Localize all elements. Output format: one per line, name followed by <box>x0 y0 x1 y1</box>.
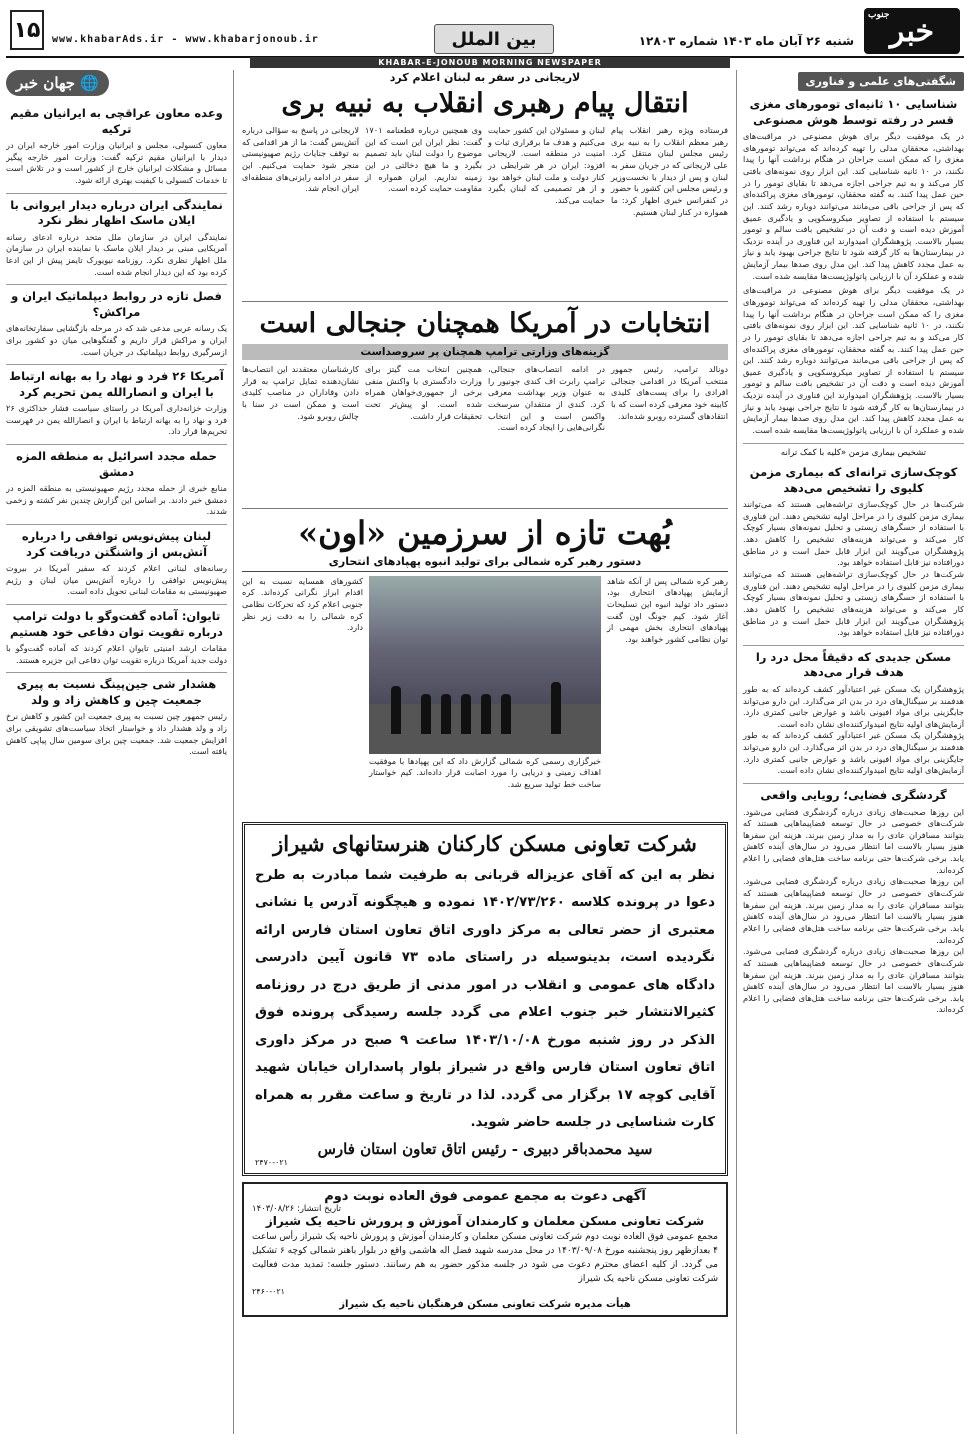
story-headline: گردشگری فضایی؛ رویایی واقعی <box>743 783 964 804</box>
story-headline: مسکن جدیدی که دقیقاً محل درد را هدف قرار می‌دهد <box>743 645 964 681</box>
news-item-title: فصل تازه در روابط دیپلماتیک ایران و مراکش؟ <box>6 284 227 320</box>
left-news-list <box>6 106 227 758</box>
photo-block <box>369 576 601 816</box>
story-column: خبرگزاری رسمی کره شمالی گزارش داد که این پهپادها با موفقیت اهداف زمینی و دریایی را مورد اصابت قرار داده‌اند. کیم خواستار ساخت خط تولید سریع شد. <box>369 755 601 790</box>
english-subline: KHABAR-E-JONOUB MORNING NEWSPAPER <box>250 57 730 68</box>
notice-title: آگهی دعوت به مجمع عمومی فوق العاده نوبت دوم <box>324 1189 646 1205</box>
story-column: رهبر کره شمالی پس از آنکه شاهد آزمایش پهپادهای انتحاری بود، دستور داد تولید انبوه این تسلیحات آغاز شود. کیم جونگ اون گفت پهپادهای انتحاری بخش مهمی از توان نظامی کشور خواهند بود. <box>607 575 728 644</box>
story-columns <box>242 125 728 297</box>
world-news-tag: 🌐 جهان خبر <box>6 70 109 96</box>
logo-subtitle: جنوب <box>868 10 890 20</box>
story-column: وی همچنین درباره قطعنامه ۱۷۰۱ گفت: نظر ایران این است که این موضوع را دولت لبنان باید تصمیم بگیرد و ما هیچ دخالتی در این زمینه نداریم. ایران همواره از مقاومت حمایت کرده است. <box>365 125 482 194</box>
story-subheadline: دستور رهبر کره شمالی برای تولید انبوه پهپادهای انتحاری <box>242 555 728 572</box>
story-column: در ادامه انتصاب‌های جنجالی، ترامپ رابرت اف کندی جونیور را به عنوان وزیر بهداشت معرفی کرد. کندی از منتقدان سرسخت واکسن است و این انتخاب نگرانی‌هایی را ایجاد کرده است. <box>488 364 605 433</box>
story-headline: کوچک‌سازی ترانه‌ای که بیماری مزمن کلیوی را تشخیص می‌دهد <box>749 465 958 495</box>
news-item-title: وعده معاون عراقچی به ایرانیان مقیم ترکیه <box>10 106 223 136</box>
meeting-notice-box <box>242 1182 728 1317</box>
notice-subtitle: شرکت تعاونی مسکن معلمان و کارمندان آموزش و پرورش ناحیه یک شیراز <box>265 1214 705 1229</box>
story-column: همچنین انتخاب مت گیتز برای وزارت دادگستری با واکنش منفی برخی از جمهوری‌خواهان همراه شده است. او پیش‌تر تحت تحقیقات قرار داشت. <box>365 364 482 421</box>
story-column: دونالد ترامپ، رئیس جمهور منتخب آمریکا در اقدامی جنجالی افرادی را برای پست‌های کلیدی کابینه خود معرفی کرده است که با انتقادهای گسترده روبرو شده‌اند. <box>611 364 728 421</box>
dateline: شنبه ۲۶ آبان ماه ۱۴۰۳ شماره ۱۲۸۰۳ <box>638 34 854 48</box>
news-item-title: هشدار شی جین‌پینگ نسبت به پیری جمعیت چین و کاهش زاد و ولد <box>6 672 227 708</box>
story-column: کشورهای همسایه نسبت به این اقدام ابراز نگرانی کرده‌اند. کره جنوبی اعلام کرد که تحرکات نظامی کره شمالی را به دقت زیر نظر دارد. <box>242 575 363 633</box>
headline-north-korea: بُهت تازه از سرزمین «اون» <box>298 514 672 553</box>
kim-jong-un-photo <box>369 576 601 754</box>
news-item-body: مقامات ارشد امنیتی تایوان اعلام کردند که آماده گفت‌وگو با دولت جدید آمریکا درباره تقویت توان دفاعی این جزیره هستند. <box>6 643 227 665</box>
newspaper-logo <box>864 8 960 54</box>
news-item-body: معاون کنسولی، مجلس و ایرانیان وزارت امور خارجه ایران در دیدار با ایرانیان مقیم ترکیه گفت: وزارت امور خارجه پیگیر مسائل و مشکلات ایرانیان خارج از کشور است و در تلاش است تا خدمات کنسولی با کیفیت بهتری ارائه شود. <box>6 140 227 185</box>
story-body-cont: در یک موفقیت دیگر برای هوش مصنوعی در مراقبت‌های بهداشتی، محققان مدلی را تهیه کرده‌اند که می‌تواند تومورهای مغزی را که ممکن است جراحان در هنگام برداشت آنها را پیدا نکنند، در ۱۰ ثانیه شناسایی کند. این ابزار روی نمونه‌های بافتی کار می‌کند و به تیم جراحی اجازه می‌دهد تا بقایای تومور را در حین عمل پیدا کنند. به گفته محققان، تومورهای مغزی پراکنده‌ای که پس از جراحی باقی می‌مانند می‌توانند دوباره رشد کنند. این سیستم با استفاده از تصاویر میکروسکوپی و یادگیری عمیق آموزش دیده است و دقت آن در تشخیص بافت سالم و تومور بسیار بالاست. پژوهشگران امیدوارند این فناوری در آینده نزدیک در بیمارستان‌ها به کار گرفته شود تا نتایج جراحی بهبود یابد و نیاز به عمل مجدد کاهش پیدا کند. این مدل روی صدها بیمار آزمایش شده و عملکرد آن با ارزیابی پاتولوژیست‌ها مقایسه شده است. <box>743 285 964 436</box>
notice-code: ۲۴۶۰-۰۲۱ <box>252 1287 285 1297</box>
story-body-cont: این روزها صحبت‌های زیادی درباره گردشگری فضایی می‌شود. شرکت‌های خصوصی در حال توسعه فضاپیماهایی هستند که بتوانند مسافران عادی را به مدار زمین ببرند. هزینه این سفرها هنوز بسیار بالاست اما انتظار می‌رود در سال‌های آینده کاهش یابد. برخی شرکت‌ها حتی برنامه ساخت هتل‌های فضایی را اعلام کرده‌اند. <box>743 946 964 1015</box>
logo-text: خبر <box>889 13 935 49</box>
news-item-body: وزارت خزانه‌داری آمریکا در راستای سیاست فشار حداکثری ۲۶ فرد و نهاد را به بهانه ارتباط با ایران و انصارالله یمن در فهرست تحریم‌ها قرار داد. <box>6 403 227 437</box>
right-column <box>736 70 964 1434</box>
headline-us-election: انتخابات در آمریکا همچنان جنجالی است <box>259 308 711 340</box>
left-column <box>6 70 234 1434</box>
notice-text: مجمع عمومی فوق العاده نوبت دوم شرکت تعاونی مسکن معلمان و کارمندان آموزش و پرورش ناحیه یک شیراز رأس ساعت ۴ بعدازظهر روز پنجشنبه مورخ ۱۴۰۳/۰۹/۰۸ در محل مدرسه شهید فضل اله هاشمی واقع در بلوار باهنر شمالی کوچه ۶ تشکیل می گردد. از کلیه اعضای محترم دعوت می شود در جلسه مذکور حضور به هم رسانند. دستور جلسه: تمدید مدت فعالیت شرکت تعاونی مسکن ناحیه یک شیراز <box>252 1232 718 1285</box>
section-title: بین الملل <box>434 24 554 54</box>
masthead <box>6 6 964 56</box>
story-column: لاریجانی در پاسخ به سؤالی درباره آتش‌بس گفت: ما از هر اقدامی که به توقف جنایات رژیم صهیونیستی منجر شود حمایت می‌کنیم. این سفر در ادامه رایزنی‌های منطقه‌ای ایران انجام شد. <box>242 125 359 194</box>
story-body-cont: این روزها صحبت‌های زیادی درباره گردشگری فضایی می‌شود. شرکت‌های خصوصی در حال توسعه فضاپیماهایی هستند که بتوانند مسافران عادی را به مدار زمین ببرند. هزینه این سفرها هنوز بسیار بالاست اما انتظار می‌رود در سال‌های آینده کاهش یابد. برخی شرکت‌ها حتی برنامه ساخت هتل‌های فضایی را اعلام کرده‌اند. <box>743 876 964 945</box>
ad-code: ۲۴۷۰-۰۲۱ <box>255 1158 288 1168</box>
divider <box>242 301 728 302</box>
story-kicker: تشخیص بیماری مزمن «کلیه با کمک ترانه <box>743 443 964 459</box>
story-body-cont: پژوهشگران یک مسکن غیر اعتیادآور کشف کرده‌اند که به طور هدفمند بر سیگنال‌های درد در بدن اثر می‌گذارد. این دارو می‌تواند جایگزینی برای مواد افیونی باشد و عوارض جانبی کمتری دارد. آزمایش‌های اولیه نتایج امیدوارکننده‌ای نشان داده است. <box>743 730 964 776</box>
story-column: کارشناسان معتقدند این انتصاب‌ها نشان‌دهنده تمایل ترامپ به قرار دادن وفاداران در مناصب کلیدی است و ممکن است در سنا با چالش روبرو شود. <box>242 364 359 421</box>
news-item-title: تایوان: آماده گفت‌وگو با دولت ترامپ درباره تقویت توان دفاعی خود هستیم <box>6 604 227 640</box>
news-item-title: حمله مجدد اسرائیل به منطقه المزه دمشق <box>6 444 227 480</box>
website-urls[interactable]: www.khabarAds.ir - www.khabarjonoub.ir <box>52 34 319 45</box>
story-column: لبنان و مسئولان این کشور حمایت می‌کنیم و هدف ما برقراری ثبات و امنیت در منطقه است. لاریجانی افزود: ایران در هر شرایطی در کنار دولت و ملت لبنان خواهد بود و از هر تصمیمی که لبنان بگیرد حمایت می‌کند. <box>488 125 605 205</box>
story-headline: شناسایی ۱۰ ثانیه‌ای تومورهای مغزی قسر در رفته توسط هوش مصنوعی <box>749 97 958 127</box>
news-item-title: نمایندگی ایران درباره دیدار ایروانی با ایلان ماسک اظهار نظر نکرد <box>6 193 227 229</box>
headline-lebanon: انتقال پیام رهبری انقلاب به نبیه بری <box>281 88 689 119</box>
news-item-title: لبنان پیش‌نویس توافقی را درباره آتش‌بس از واشنگتن دریافت کرد <box>6 524 227 560</box>
legal-ad-box <box>242 822 728 1177</box>
story-column: فرستاده ویژه رهبر انقلاب پیام رهبر معظم انقلاب را به نبیه بری رئیس مجلس لبنان منتقل کرد. علی لاریجانی که در جریان سفر به لبنان و پس از دیدار با نخست‌وزیر و رئیس مجلس این کشور با حضور در کنفرانس خبری اظهار کرد: ما همواره در کنار لبنان هستیم. <box>611 125 728 217</box>
globe-icon: 🌐 <box>80 74 99 92</box>
page-number: ۱۵ <box>10 10 44 50</box>
news-item-body: رئیس جمهور چین نسبت به پیری جمعیت این کشور و کاهش نرخ زاد و ولد هشدار داد و خواستار اتخاذ سیاست‌های تشویقی برای افزایش جمعیت شد. جمعیت چین برای سومین سال پیاپی کاهش یافته است. <box>6 711 227 757</box>
science-section-tag: شگفتی‌های علمی و فناوری <box>798 72 965 91</box>
story-body: پژوهشگران یک مسکن غیر اعتیادآور کشف کرده‌اند که به طور هدفمند بر سیگنال‌های درد در بدن اثر می‌گذارد. این دارو می‌تواند جایگزینی برای مواد افیونی باشد و عوارض جانبی کمتری دارد. آزمایش‌های اولیه نتایج امیدوارکننده‌ای نشان داده است. <box>743 683 964 729</box>
news-item-title: آمریکا ۲۶ فرد و نهاد را به بهانه ارتباط با ایران و انصارالله یمن تحریم کرد <box>6 364 227 400</box>
story-body-cont: شرکت‌ها در حال کوچک‌سازی تراشه‌هایی هستند که می‌توانند بیماری مزمن کلیوی را در مراحل اولیه تشخیص دهند. این فناوری با استفاده از حسگرهای زیستی و تحلیل نمونه‌های بسیار کوچک کار می‌کند و می‌تواند هزینه‌های تشخیص را کاهش دهد. پژوهشگران می‌گویند این ابزار قابل حمل است و در مناطق دورافتاده نیز قابل استفاده خواهد بود. <box>743 569 964 638</box>
news-item-body: رسانه‌های لبنانی اعلام کردند که سفیر آمریکا در بیروت پیش‌نویس توافقی را درباره آتش‌بس میان لبنان و رژیم صهیونیستی به مقامات لبنانی تحویل داده است. <box>6 563 227 597</box>
story-body: این روزها صحبت‌های زیادی درباره گردشگری فضایی می‌شود. شرکت‌های خصوصی در حال توسعه فضاپیماهایی هستند که بتوانند مسافران عادی را به مدار زمین ببرند. هزینه این سفرها هنوز بسیار بالاست اما انتظار می‌رود در سال‌های آینده کاهش یابد. برخی شرکت‌ها حتی برنامه ساخت هتل‌های فضایی را اعلام کرده‌اند. <box>743 806 964 875</box>
middle-column <box>242 70 728 1434</box>
story-columns <box>242 364 728 504</box>
ad-signature: سید محمدباقر دبیری - رئیس اتاق تعاون استان فارس <box>317 1140 653 1159</box>
news-item-body: یک رسانه عربی مدعی شد که در مرحله بازگشایی سفارتخانه‌های ایران و مراکش قرار داریم و گفتگوهایی میان دو کشور برای ازسرگیری روابط دیپلماتیک در جریان است. <box>6 323 227 357</box>
news-item-body: منابع خبری از حمله مجدد رژیم صهیونیستی به منطقه المزه در دمشق خبر دادند. بر اساس این گزارش چندین نفر کشته و زخمی شدند. <box>6 483 227 517</box>
notice-date: تاریخ انتشار: ۱۴۰۳/۰۸/۲۶ <box>252 1204 342 1215</box>
news-item-body: نمایندگی ایران در سازمان ملل متحد درباره ادعای رسانه آمریکایی مبنی بر دیدار ایلان ماسک با نماینده ایران در سازمان ملل اظهار نظری نکرد. روزنامه نیویورک تایمز پیش از این ادعا کرده بود که این دیدار انجام شده است. <box>6 231 227 277</box>
story-columns <box>242 576 728 816</box>
ad-text: نظر به این که آقای عزیزاله قربانی به طرفیت شما مبادرت به طرح دعوا در پرونده کلاسه ۱۴۰۲/۷۳/۲۶۰ نموده و هیچگونه آدرس یا نشانی معتبری از حضر تعالی به مرکز داوری اتاق تعاون استان فارس ارائه نگردیده است، بدینوسیله در راستای ماده ۷۳ قانون آیین دادرسی دادگاه های عمومی و انقلاب در امور مدنی از طریق درج در روزنامه کثیرالانتشار خبر جنوب اعلام می گردد جلسه رسیدگی پرونده فوق الذکر در روز شنبه مورخ ۱۴۰۳/۱۰/۰۸ ساعت ۹ صبح در مرکز داوری اتاق تعاون استان فارس واقع در شیراز بلوار پاسداران خیابان شهید آقایی کوچه ۱۷ برگزار می گردد. لذا در تاریخ و ساعت مقرر به همراه کارت شناسایی در جلسه حاضر شوید. <box>255 867 716 1130</box>
ad-title: شرکت تعاونی مسکن کارکنان هنرستانهای شیراز <box>273 830 697 856</box>
notice-signature: هیأت مدیره شرکت تعاونی مسکن فرهنگیان ناحیه یک شیراز <box>339 1299 631 1311</box>
divider <box>242 508 728 509</box>
story-kicker: لاریجانی در سفر به لبنان اعلام کرد <box>389 71 581 84</box>
story-body: در یک موفقیت دیگر برای هوش مصنوعی در مراقبت‌های بهداشتی، محققان مدلی را تهیه کرده‌اند که می‌تواند تومورهای مغزی را که ممکن است جراحان در هنگام برداشت آنها را پیدا نکنند، در ۱۰ ثانیه شناسایی کند. این ابزار روی نمونه‌های بافتی کار می‌کند و به تیم جراحی اجازه می‌دهد تا بقایای تومور را در حین عمل پیدا کنند. به گفته محققان، تومورهای مغزی پراکنده‌ای که پس از جراحی باقی می‌مانند می‌توانند دوباره رشد کنند. این سیستم با استفاده از تصاویر میکروسکوپی و یادگیری عمیق آموزش دیده است و دقت آن در تشخیص بافت سالم و تومور بسیار بالاست. پژوهشگران امیدوارند این فناوری در آینده نزدیک در بیمارستان‌ها به کار گرفته شود تا نتایج جراحی بهبود یابد و نیاز به عمل مجدد کاهش پیدا کند. این مدل روی صدها بیمار آزمایش شده و عملکرد آن با ارزیابی پاتولوژیست‌ها مقایسه شده است. <box>743 131 964 281</box>
story-body: شرکت‌ها در حال کوچک‌سازی تراشه‌هایی هستند که می‌توانند بیماری مزمن کلیوی را در مراحل اولیه تشخیص دهند. این فناوری با استفاده از حسگرهای زیستی و تحلیل نمونه‌های بسیار کوچک کار می‌کند و می‌تواند هزینه‌های تشخیص را کاهش دهد. پژوهشگران می‌گویند این ابزار قابل حمل است و در مناطق دورافتاده نیز قابل استفاده خواهد بود. <box>743 499 964 568</box>
story-subheadline: گزینه‌های وزارتی ترامپ همچنان پر سروصداست <box>242 344 728 360</box>
